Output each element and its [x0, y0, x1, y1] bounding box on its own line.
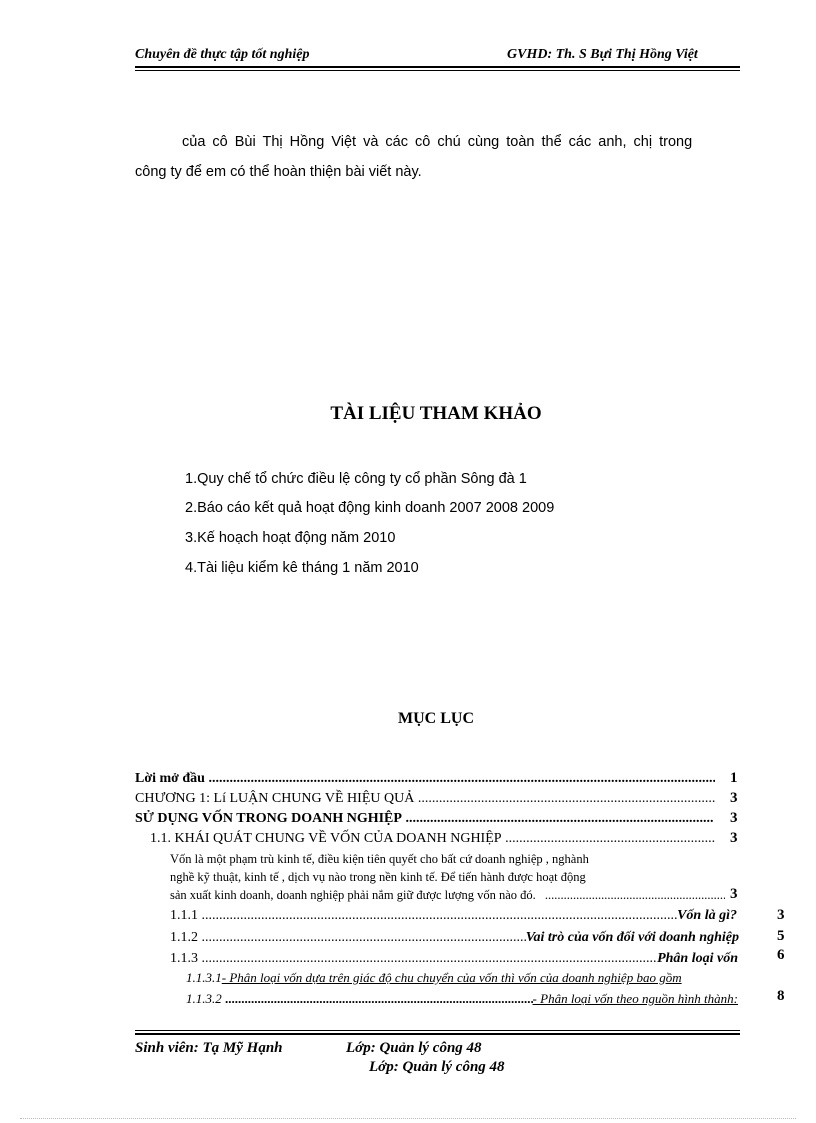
toc-entry-1-1[interactable] — [150, 831, 715, 847]
toc-leader — [205, 771, 715, 787]
toc-entry-label: - Phân loại vốn theo nguồn hình thành: — [532, 991, 738, 1006]
toc-entry-label: Phân loại vốn — [657, 951, 738, 966]
header-rule-thin — [135, 70, 740, 71]
header-rule — [135, 66, 740, 68]
footer-rule — [135, 1033, 740, 1035]
toc-entry-label: Lời mở đầu — [135, 771, 205, 786]
toc-leader — [198, 930, 526, 946]
toc-leader — [414, 791, 715, 807]
toc-entry-label: Vai trò của vốn đối với doanh nghiệp — [525, 930, 739, 945]
intro-line-1: của cô Bùi Thị Hồng Việt và các cô chú cùng toàn thể các anh, chị trong — [182, 134, 693, 150]
toc-page-number: 3 — [730, 886, 738, 902]
toc-entry-number: 1.1.1 — [170, 908, 198, 923]
reference-item: 3.Kế hoạch hoạt động năm 2010 — [185, 530, 396, 546]
references-title: TÀI LIỆU THAM KHẢO — [330, 403, 542, 424]
header-advisor: GVHD: Th. S Bựi Thị Hồng Việt — [507, 47, 698, 62]
toc-page-number: 5 — [777, 928, 785, 944]
toc-entry-chuong-1-cont[interactable] — [135, 811, 713, 827]
toc-leader — [542, 888, 725, 903]
toc-page-number: 6 — [777, 947, 785, 963]
toc-paragraph-end[interactable] — [170, 888, 725, 903]
reference-item: 1.Quy chế tổ chức điều lệ công ty cổ phần Sông đà 1 — [185, 471, 527, 487]
toc-page-number: 3 — [730, 830, 738, 846]
toc-entry-label: SỬ DỤNG VỐN TRONG DOANH NGHIỆP — [135, 811, 402, 826]
toc-leader — [222, 991, 533, 1007]
footer-class-repeat: Lớp: Quản lý công 48 — [369, 1059, 505, 1075]
toc-entry-1-1-3-1[interactable] — [186, 970, 814, 986]
toc-paragraph-line: sản xuất kinh doanh, doanh nghiệp phải nắm giữ được lượng vốn nào đó. — [170, 888, 536, 902]
toc-page-number: 3 — [777, 907, 785, 923]
toc-page-number: 3 — [730, 810, 738, 826]
toc-entry-1-1-1[interactable] — [170, 908, 737, 924]
footer-rule-thin — [135, 1030, 740, 1031]
toc-entry-chuong-1[interactable] — [135, 791, 715, 807]
toc-entry-loi-mo-dau[interactable] — [135, 771, 715, 787]
toc-page-number: 1 — [730, 770, 738, 786]
toc-paragraph-line: nghề kỹ thuật, kinh tế , dịch vụ nào trong nền kinh tế. Để tiến hành được hoạt động — [170, 870, 586, 884]
toc-leader — [402, 811, 713, 827]
toc-entry-number: 1.1.3.2 — [186, 991, 222, 1006]
toc-leader — [198, 951, 657, 967]
header-title: Chuyên đề thực tập tốt nghiệp — [135, 47, 310, 62]
toc-title: MỤC LỤC — [398, 710, 474, 727]
toc-entry-label: - Phân loại vốn dựa trên giác độ chu chuyển của vốn thì vốn của doanh nghiệp bao gồm — [221, 970, 682, 985]
toc-entry-number: 1.1.2 — [170, 930, 198, 945]
intro-line-2: công ty để em có thể hoàn thiện bài viết này. — [135, 164, 422, 180]
toc-leader — [502, 831, 715, 847]
toc-entry-label: Vốn là gì? — [677, 908, 737, 923]
toc-entry-number: 1.1.3 — [170, 951, 198, 966]
footer-class: Lớp: Quản lý công 48 — [346, 1040, 482, 1056]
toc-entry-label: CHƯƠNG 1: Lí LUẬN CHUNG VỀ HIỆU QUẢ — [135, 791, 415, 806]
toc-entry-1-1-3-2[interactable] — [186, 991, 738, 1007]
toc-entry-1-1-2[interactable] — [170, 930, 739, 946]
toc-leader — [198, 908, 677, 924]
reference-item: 4.Tài liệu kiểm kê tháng 1 năm 2010 — [185, 560, 419, 576]
toc-paragraph-line: Vốn là một phạm trù kinh tế, điều kiện tiên quyết cho bất cứ doanh nghiệp , nghành — [170, 852, 589, 866]
toc-entry-number: 1.1.3.1 — [186, 970, 222, 985]
toc-page-number: 8 — [777, 988, 785, 1004]
footer-student: Sinh viên: Tạ Mỹ Hạnh — [135, 1040, 283, 1056]
toc-page-number: 3 — [730, 790, 738, 806]
toc-entry-1-1-3[interactable] — [170, 951, 738, 967]
toc-entry-label: 1.1. KHÁI QUÁT CHUNG VỀ VỐN CỦA DOANH NGHIỆP — [150, 831, 502, 846]
reference-item: 2.Báo cáo kết quả hoạt động kinh doanh 2007 2008 2009 — [185, 500, 555, 516]
page-edge — [20, 1118, 796, 1119]
